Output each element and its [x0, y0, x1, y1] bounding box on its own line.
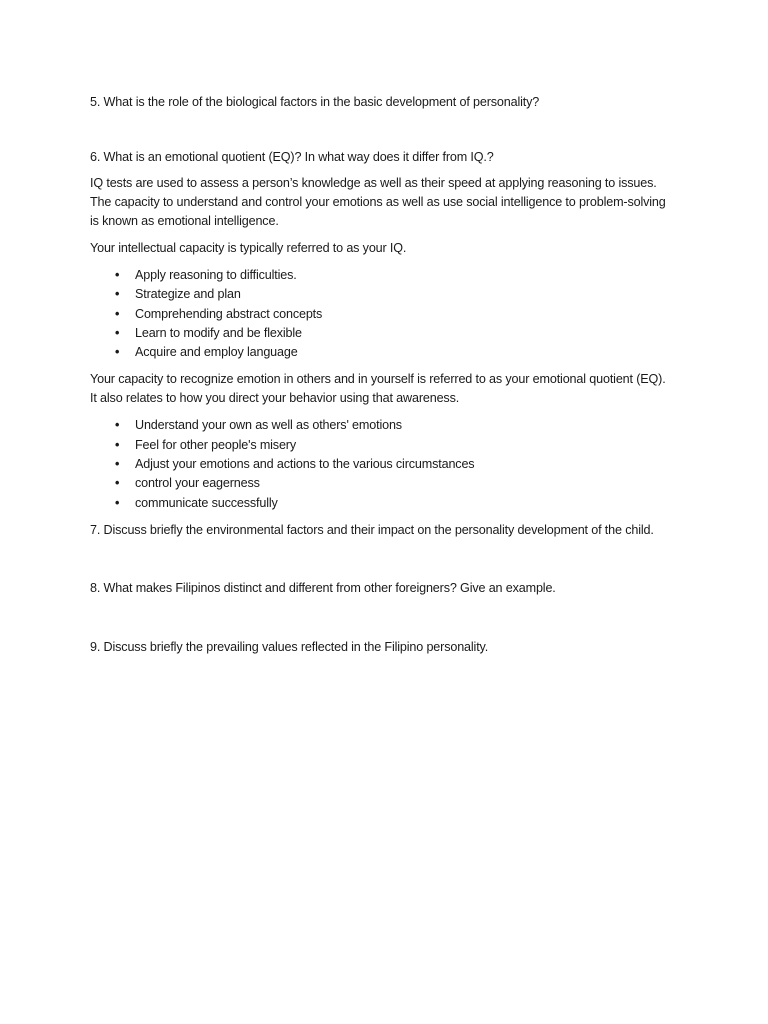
list-item — [90, 416, 670, 435]
question-9: 9. Discuss briefly the prevailing values reflected in the Filipino personality. — [90, 639, 489, 654]
bullet-icon: • — [115, 437, 120, 452]
document-body — [90, 93, 670, 657]
eq-bullet-list — [90, 416, 670, 512]
list-item — [90, 455, 670, 474]
list-item — [90, 266, 670, 285]
list-item — [90, 436, 670, 455]
bullet-icon: • — [115, 287, 120, 302]
paragraph-iq-intro: Your intellectual capacity is typically referred to as your IQ. — [90, 241, 407, 255]
list-item-text: Acquire and employ language — [135, 345, 298, 360]
paragraph-iq-tests: IQ tests are used to assess a person’s knowledge as well as their speed at applying reasoning to issues. The capacity to understand and control your emotions as well as use social intelligence to problem-solving is known as emotional intelligence. — [90, 176, 666, 228]
list-item-text: Feel for other people's misery — [135, 437, 296, 452]
list-item-text: Comprehending abstract concepts — [135, 306, 323, 321]
list-item-text: Strategize and plan — [135, 287, 241, 302]
list-item-text: communicate successfully — [135, 495, 278, 510]
list-item — [90, 324, 670, 343]
bullet-icon: • — [115, 476, 120, 491]
bullet-icon: • — [115, 418, 120, 433]
bullet-icon: • — [115, 345, 120, 360]
list-item-text: Apply reasoning to difficulties. — [135, 268, 297, 282]
bullet-icon: • — [115, 325, 120, 340]
question-6: 6. What is an emotional quotient (EQ)? In what way does it differ from IQ.? — [90, 150, 494, 164]
list-item — [90, 285, 670, 304]
bullet-icon: • — [115, 495, 120, 510]
bullet-icon: • — [115, 457, 120, 472]
question-7: 7. Discuss briefly the environmental factors and their impact on the personality development of the child. — [90, 522, 654, 537]
list-item — [90, 305, 670, 324]
list-item — [90, 474, 670, 493]
question-8: 8. What makes Filipinos distinct and different from other foreigners? Give an example. — [90, 580, 556, 595]
question-5: 5. What is the role of the biological factors in the basic development of personality? — [90, 95, 540, 109]
list-item — [90, 343, 670, 362]
list-item — [90, 494, 670, 513]
list-item-text: Understand your own as well as others' emotions — [135, 418, 402, 433]
iq-bullet-list — [90, 266, 670, 362]
bullet-icon: • — [115, 306, 120, 321]
list-item-text: Learn to modify and be flexible — [135, 325, 302, 340]
list-item-text: control your eagerness — [135, 476, 260, 491]
paragraph-eq-intro: Your capacity to recognize emotion in others and in yourself is referred to as your emotional quotient (EQ). It also relates to how you direct your behavior using that awareness. — [90, 372, 666, 406]
list-item-text: Adjust your emotions and actions to the various circumstances — [135, 457, 475, 472]
bullet-icon: • — [115, 268, 120, 282]
